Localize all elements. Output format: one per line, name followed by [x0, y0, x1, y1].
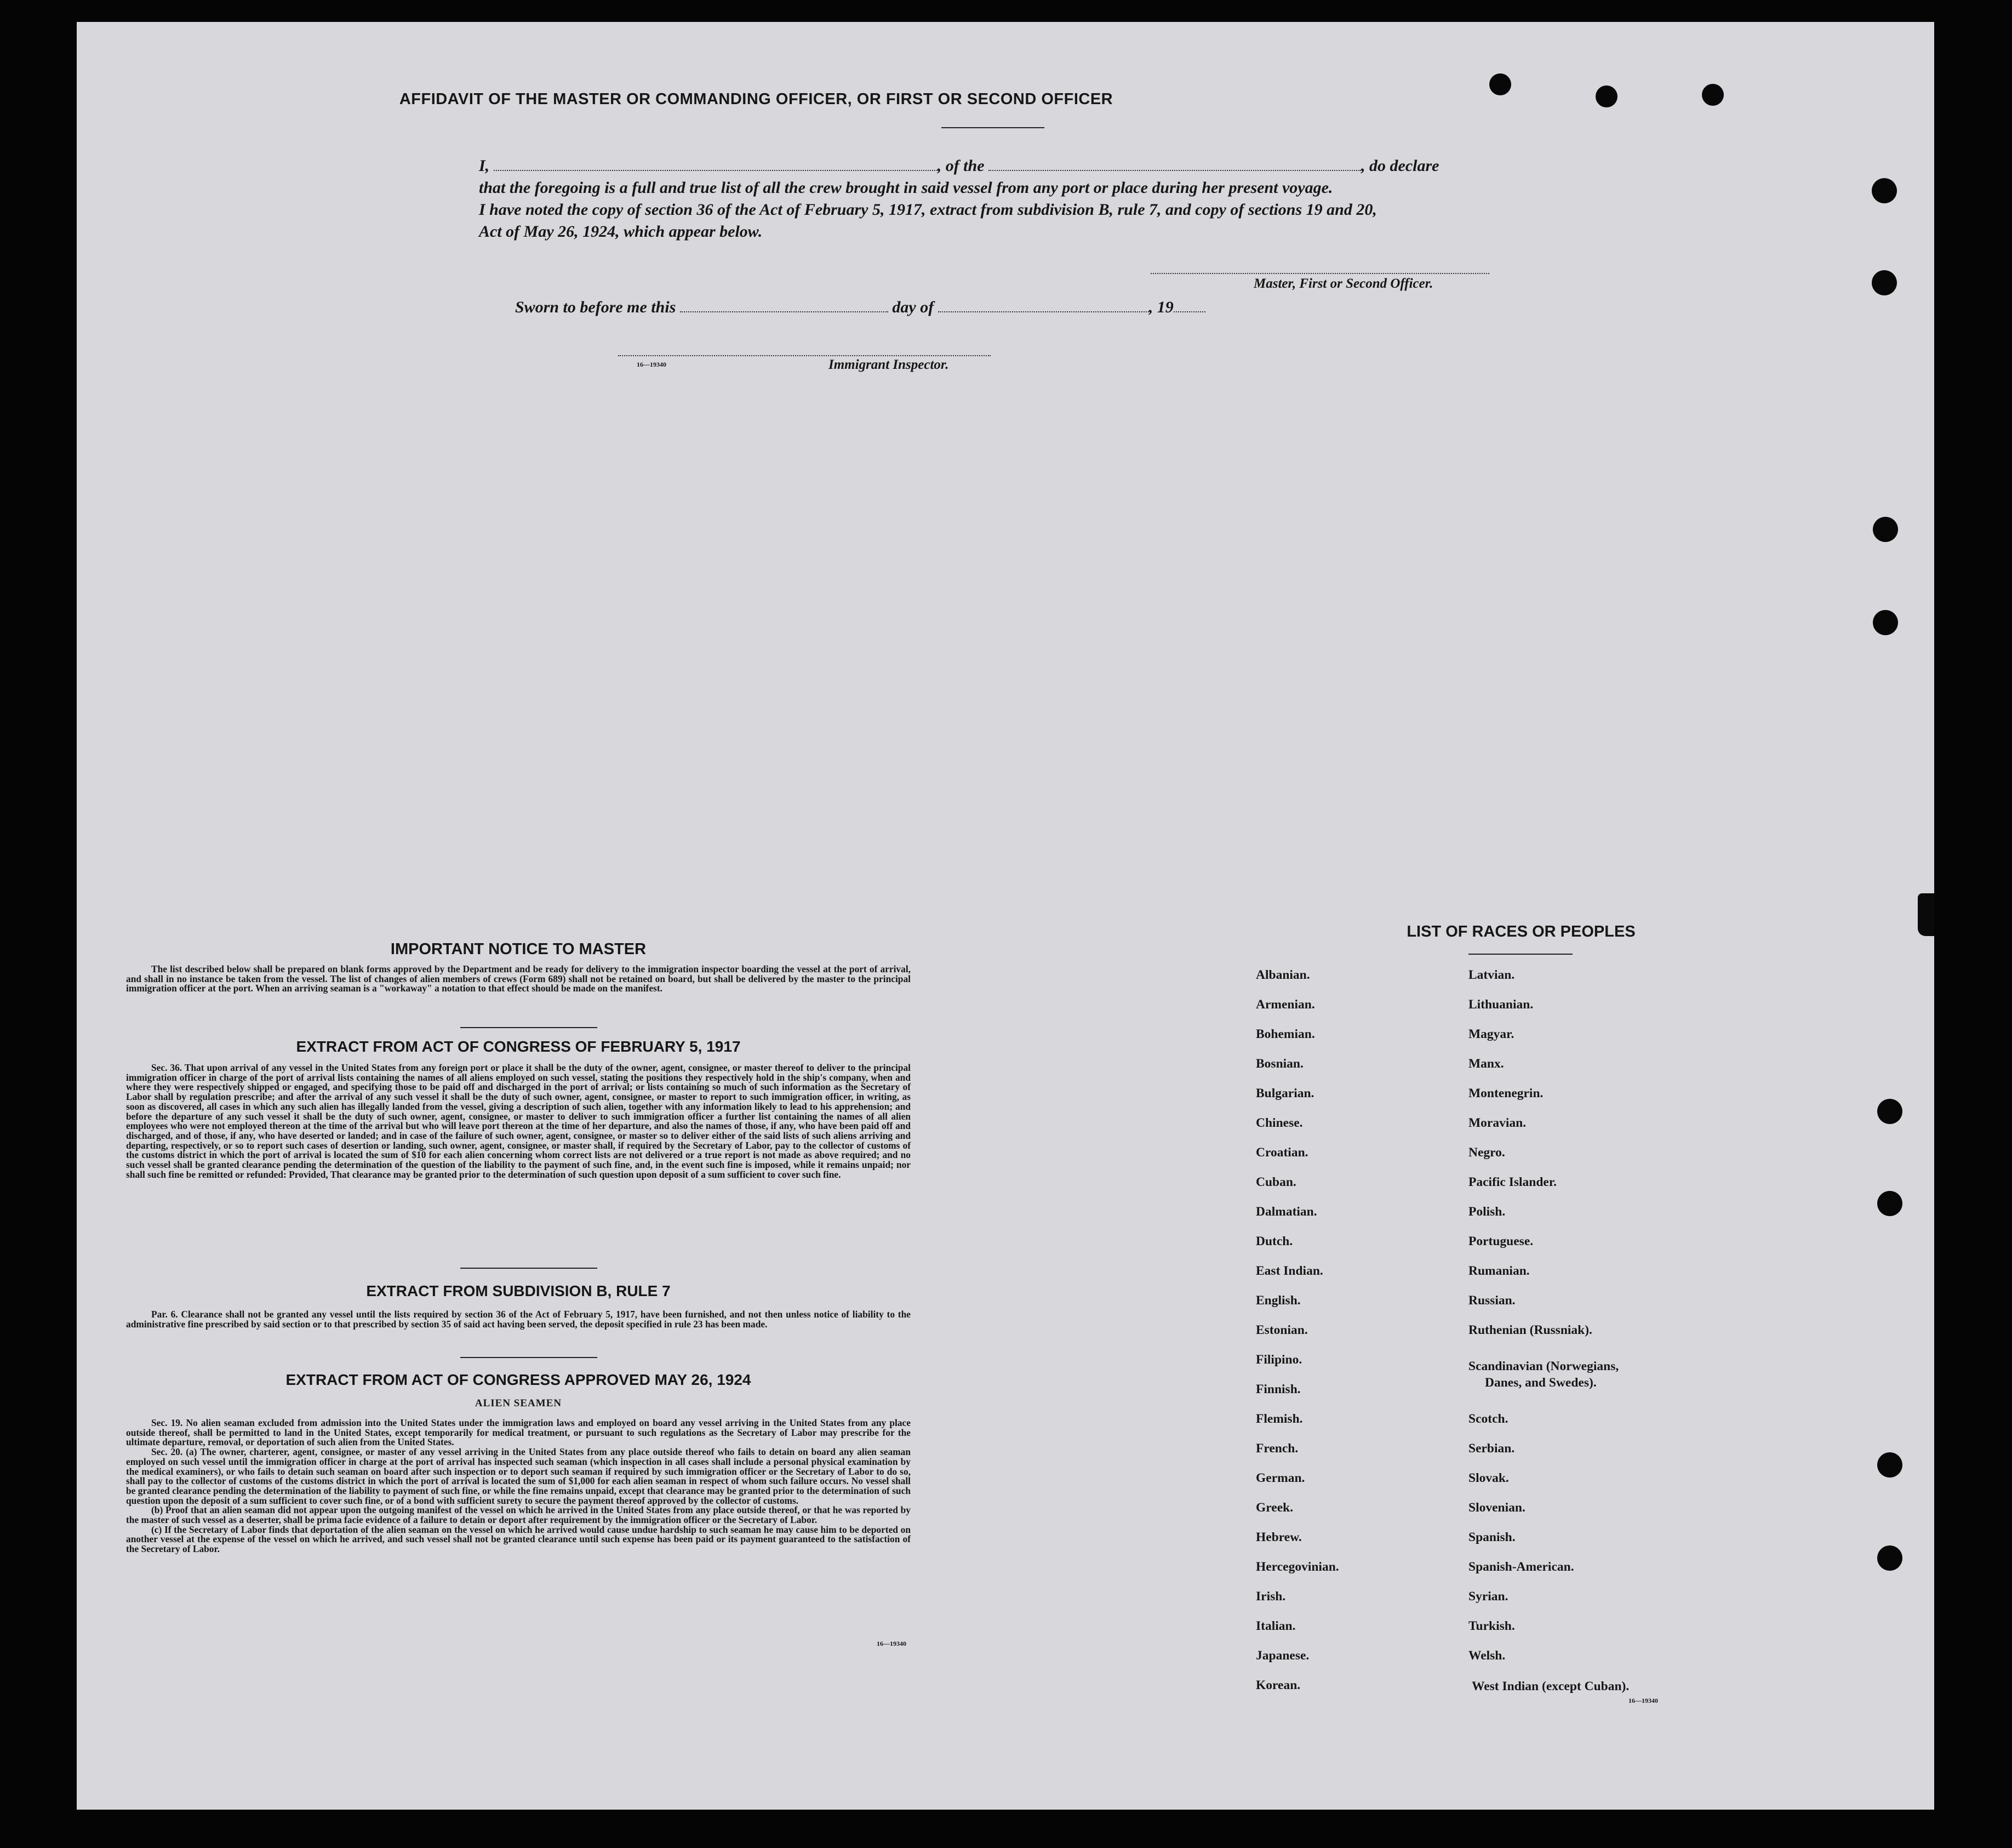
extract-rule7-text: Par. 6. Clearance shall not be granted any vessel until the lists required by section 36 of the Act of February 5, 1917, have been furnished, and not then unless notice of liability to the administrative fine prescribed by said section or to that prescribed by section 35 of said act having been served, the deposit specified in rule 23 has been made.	[126, 1309, 911, 1330]
race-item: French.	[1256, 1441, 1299, 1456]
notice-divider	[460, 1027, 597, 1028]
affidavit-title: AFFIDAVIT OF THE MASTER OR COMMANDING OFFICER, OR FIRST OR SECOND OFFICER	[399, 90, 1113, 108]
sec-20c-text: (c) If the Secretary of Labor finds that deportation of the alien seaman on the vessel on which he arrived would cause undue hardship to such seaman he may cause him to be deported on another vessel at the expense of the vessel on which he arrived, and such vessel shall not be granted clearance until such expense has been paid or its payment guaranteed to the satisfaction of the Secretary of Labor.	[126, 1524, 911, 1555]
sworn-day-field[interactable]	[680, 300, 888, 312]
declarant-name-field[interactable]	[494, 159, 938, 171]
race-item: Scandinavian (Norwegians,	[1468, 1359, 1619, 1373]
extract-1917-divider	[460, 1268, 597, 1269]
race-item: Irish.	[1256, 1589, 1286, 1604]
race-item: Dalmatian.	[1256, 1205, 1317, 1219]
punch-hole	[1702, 84, 1724, 106]
race-item: Cuban.	[1256, 1175, 1296, 1189]
punch-hole	[1596, 85, 1617, 107]
sec-20b-text: (b) Proof that an alien seaman did not appear upon the outgoing manifest of the vessel on which he arrived in the United States from any place outside thereof, or that he was reported by the master of such vessel as a deserter, shall be prima facie evidence of a failure to detain or deport after requirement by the immigration officer or the Secretary of Labor.	[126, 1504, 911, 1526]
sworn-prefix: Sworn to before me this	[515, 298, 676, 316]
punch-hole	[1872, 270, 1897, 295]
declare-label: , do declare	[1361, 157, 1439, 175]
title-underline	[941, 127, 1044, 128]
race-item: Finnish.	[1256, 1382, 1301, 1396]
sworn-year-field[interactable]	[1174, 300, 1205, 312]
affidavit-line-3: I have noted the copy of section 36 of the Act of February 5, 1917, extract from subdivision B, rule 7, and copy of sections 19 and 20,	[479, 201, 1377, 219]
extract-rule7-title: EXTRACT FROM SUBDIVISION B, RULE 7	[366, 1282, 671, 1299]
race-item: Greek.	[1256, 1501, 1294, 1515]
race-item: Korean.	[1256, 1678, 1301, 1692]
race-item: Spanish-American.	[1468, 1560, 1574, 1574]
vessel-name-field[interactable]	[988, 159, 1361, 171]
extract-1917-text: Sec. 36. That upon arrival of any vessel in the United States from any foreign port or place it shall be the duty of the owner, agent, consignee, or master thereof to deliver to the principal immigration officer in charge of the port of arrival lists containing the names of all aliens employed on such vessel, stating the positions they respectively hold in the ship's company, when and where they were respectively shipped or engaged, and specifying those to be paid off and discharged in the port of arrival; or lists containing so much of such information as the Secretary of Labor shall by regulation prescribe; and after the arrival of any such vessel it shall be the duty of such owner, agent, consignee, or master to report to such immigration officer, in writing, as soon as discovered, all cases in which any such alien has illegally landed from the vessel, giving a description of such alien, together with any information likely to lead to his apprehension; and before the departure of any such vessel it shall be the duty of such owner, agent, consignee, or master to deliver to such immigration officer a further list containing the names of all alien employees who were not employed thereon at the time of the arrival but who will leave port thereon at the time of her departure, and also the names of those, if any, who have been paid off and discharged, and of those, if any, who have deserted or landed; and in case of the failure of such owner, agent, consignee, or master so to deliver either of the said lists of such aliens arriving and departing, respectively, or so to report such cases of desertion or landing, such owner, agent, consignee, or master shall, if required by the Secretary of Labor, pay to the collector of customs of the customs district in which the port of arrival is located the sum of $10 for each alien concerning whom correct lists are not delivered or a true report is not made as above required; and no such vessel shall be granted clearance pending the determination of the question of the liability to the payment of such fine, and, in the event such fine is imposed, while it remains unpaid; nor shall such fine be remitted or refunded: Provided, That clearance may be granted prior to the determination of such question upon deposit of a sum sufficient to cover such fine.	[126, 1062, 911, 1180]
race-item: Bosnian.	[1256, 1057, 1304, 1071]
race-item: Turkish.	[1468, 1619, 1515, 1633]
race-item: Bulgarian.	[1256, 1086, 1314, 1100]
document-page	[77, 22, 1934, 1810]
sec-19-text: Sec. 19. No alien seaman excluded from admission into the United States under the immigration laws and employed on board any vessel arriving in the United States from any place outside thereof, shall be permitted to land in the United States, except temporarily for medical treatment, or pursuant to such regulations as the Secretary of Labor may prescribe for the ultimate departure, removal, or deportation of such alien from the United States.	[126, 1417, 911, 1448]
extract-form-number: 16—19340	[877, 1640, 906, 1647]
race-item: Welsh.	[1468, 1649, 1506, 1663]
race-item: Hercegovinian.	[1256, 1560, 1339, 1574]
race-item: Polish.	[1468, 1205, 1506, 1219]
race-item: Manx.	[1468, 1057, 1504, 1071]
race-item: Pacific Islander.	[1468, 1175, 1557, 1189]
race-item: Danes, and Swedes).	[1485, 1376, 1597, 1390]
race-item: Bohemian.	[1256, 1027, 1315, 1041]
sworn-month-field[interactable]	[938, 300, 1149, 312]
sworn-day-of-label: day of	[892, 298, 934, 316]
punch-hole	[1877, 1452, 1902, 1478]
master-signature-label: Master, First or Second Officer.	[1254, 276, 1433, 291]
races-title: LIST OF RACES OR PEOPLES	[1407, 923, 1636, 940]
race-item: Italian.	[1256, 1619, 1296, 1633]
race-item: Slovak.	[1468, 1471, 1509, 1485]
race-item: Chinese.	[1256, 1116, 1303, 1130]
affidavit-line-1	[479, 157, 1439, 175]
race-item: Moravian.	[1468, 1116, 1527, 1130]
extract-1924-body	[126, 1418, 911, 1554]
race-item: Serbian.	[1468, 1441, 1515, 1456]
declarant-of-label: , of the	[937, 157, 985, 175]
punch-hole	[1877, 1191, 1902, 1216]
races-form-number: 16—19340	[1628, 1697, 1658, 1704]
race-item: West Indian (except Cuban).	[1472, 1679, 1630, 1693]
inspector-label: Immigrant Inspector.	[828, 357, 949, 372]
race-item: Armenian.	[1256, 997, 1315, 1012]
race-item: Syrian.	[1468, 1589, 1508, 1604]
race-item: Lithuanian.	[1468, 997, 1534, 1012]
affidavit-line-4: Act of May 26, 1924, which appear below.	[479, 223, 763, 241]
race-item: Scotch.	[1468, 1412, 1508, 1426]
extract-rule7-divider	[460, 1357, 597, 1358]
master-signature-line[interactable]	[1151, 273, 1489, 274]
race-item: Hebrew.	[1256, 1530, 1302, 1544]
inspector-signature-line[interactable]	[618, 355, 991, 356]
race-item: Filipino.	[1256, 1353, 1302, 1367]
extract-1917-title: EXTRACT FROM ACT OF CONGRESS OF FEBRUARY 5, 1917	[296, 1038, 741, 1055]
race-item: Estonian.	[1256, 1323, 1308, 1337]
race-item: Montenegrin.	[1468, 1086, 1544, 1100]
race-item: Croatian.	[1256, 1145, 1308, 1160]
race-item: German.	[1256, 1471, 1305, 1485]
punch-hole	[1877, 1099, 1902, 1124]
extract-1924-title: EXTRACT FROM ACT OF CONGRESS APPROVED MAY 26, 1924	[285, 1371, 751, 1388]
race-item: Slovenian.	[1468, 1501, 1525, 1515]
notice-title: IMPORTANT NOTICE TO MASTER	[390, 940, 647, 958]
declarant-prefix: I,	[479, 157, 490, 175]
race-item: Russian.	[1468, 1293, 1516, 1308]
race-item: Dutch.	[1256, 1234, 1293, 1248]
sec-20a-text: Sec. 20. (a) The owner, charterer, agent, consignee, or master of any vessel arriving in the United States from any place outside thereof who fails to detain on board any alien seaman employed on such vessel until the immigration officer in charge at the port of arrival has inspected such seaman (which inspection in all cases shall include a personal physical examination by the medical examiners), or who fails to detain such seaman on board after such inspection or to deport such seaman if required by such immigration officer or the Secretary of Labor to do so, shall pay to the collector of customs of the customs district in which the port of arrival is located the sum of $1,000 for each alien seaman in respect of whom such failure occurs. No vessel shall be granted clearance pending the determination of the liability to payment of such fine, or while the fine remains unpaid, except that clearance may be granted prior to the determination of such question upon the deposit of a sum sufficient to cover such fine, or of a bond with sufficient surety to secure the payment thereof approved by the collector of customs.	[126, 1446, 911, 1506]
sworn-year-label: , 19	[1148, 298, 1174, 316]
affidavit-line-2: that the foregoing is a full and true list of all the crew brought in said vessel from any port or place during her present voyage.	[479, 179, 1333, 197]
race-item: East Indian.	[1256, 1264, 1323, 1278]
race-item: Portuguese.	[1468, 1234, 1534, 1248]
punch-hole	[1489, 73, 1511, 95]
punch-hole	[1873, 517, 1898, 542]
race-item: Negro.	[1468, 1145, 1505, 1160]
race-item: Japanese.	[1256, 1649, 1310, 1663]
races-title-underline	[1468, 954, 1573, 955]
punch-hole	[1877, 1545, 1902, 1571]
form-number: 16—19340	[637, 361, 666, 368]
sworn-line	[515, 298, 1205, 317]
race-item: Ruthenian (Russniak).	[1468, 1323, 1592, 1337]
extract-1924-subtitle: ALIEN SEAMEN	[475, 1398, 562, 1409]
punch-hole	[1873, 610, 1898, 635]
race-item: Flemish.	[1256, 1412, 1303, 1426]
race-item: English.	[1256, 1293, 1301, 1308]
notice-text: The list described below shall be prepared on blank forms approved by the Department and be ready for delivery to the immigration inspector boarding the vessel at the port of arrival, and shall in no instance be taken from the vessel. The list of changes of alien members of crews (Form 689) shall not be retained on board, but shall be delivered by the master to the principal immigration officer at the port. When an arriving seaman is a "workaway" a notation to that effect should be made on the manifest.	[126, 963, 911, 994]
race-item: Spanish.	[1468, 1530, 1516, 1544]
race-item: Magyar.	[1468, 1027, 1514, 1041]
torn-edge-mark	[1918, 893, 1934, 936]
punch-hole	[1872, 178, 1897, 203]
race-item: Latvian.	[1468, 968, 1515, 982]
race-item: Rumanian.	[1468, 1264, 1530, 1278]
race-item: Albanian.	[1256, 968, 1310, 982]
